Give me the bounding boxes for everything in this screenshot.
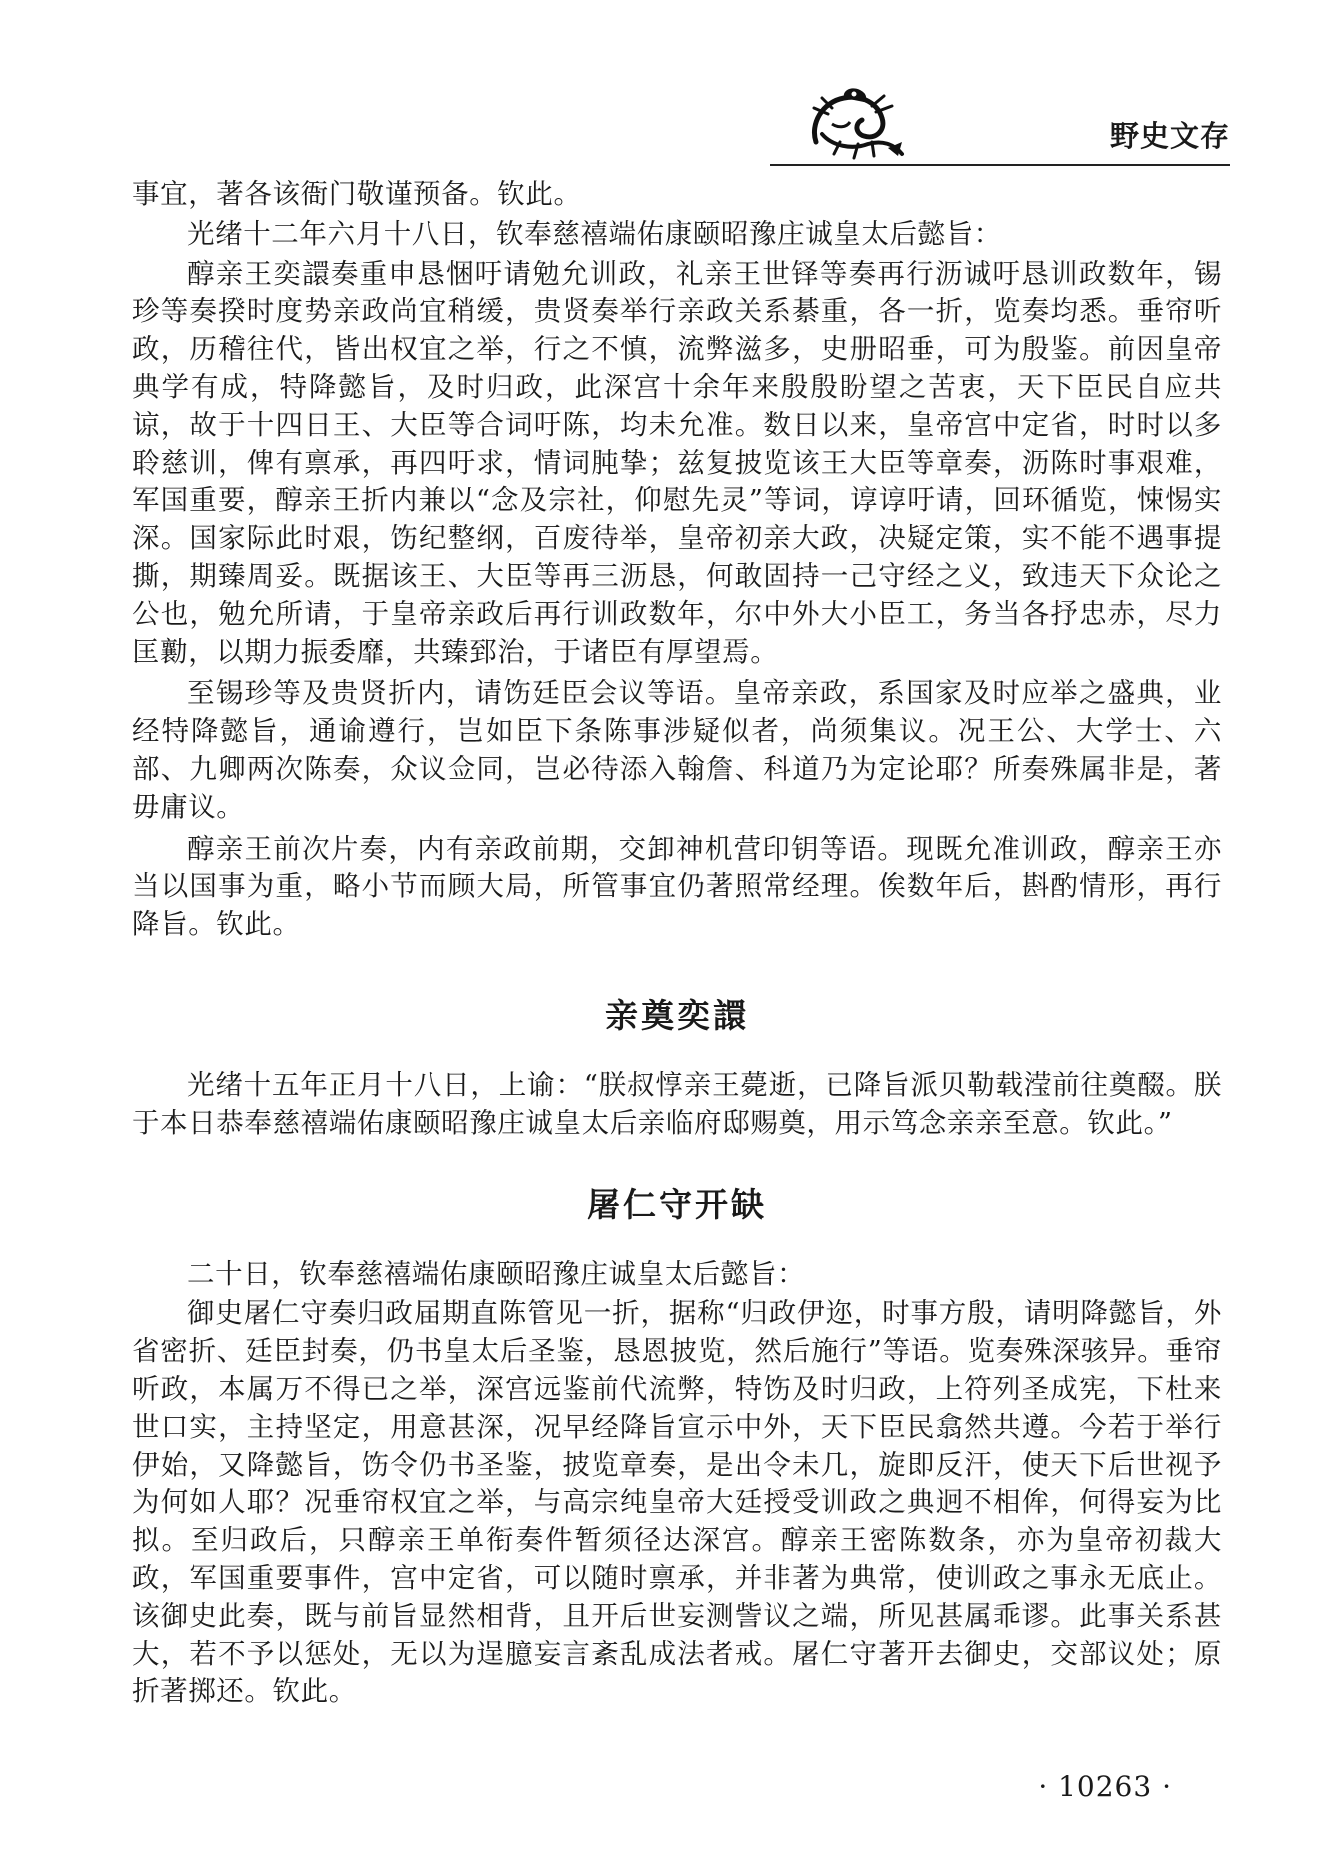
edict-paragraph: 醇亲王奕譞奏重申恳悃吁请勉允训政，礼亲王世铎等奏再行沥诚吁恳训政数年，锡珍等奏揆时度势亲政尚宜稍缓，贵贤奏举行亲政关系綦重，各一折，览奏均悉。垂帘听政，历稽往代，皆出权宜之举，行之不慎，流弊滋多，史册昭垂，可为殷鉴。前因皇帝典学有成，特降懿旨，及时归政，此深宫十余年来殷殷盼望之苦衷，天下臣民自应共谅，故于十四日王、大臣等合词吁陈，均未允准。数日以来，皇帝宫中定省，时时以多聆慈训，俾有禀承，再四吁求，情词肫挚；兹复披览该王大臣等章奏，沥陈时事艰难，军国重要，醇亲王折内兼以“念及宗社，仰慰先灵”等词，谆谆吁请，回环循览，悚惕实深。国家际此时艰，饬纪整纲，百废待举，皇帝初亲大政，决疑定策，实不能不遇事提撕，期臻周妥。既据该王、大臣等再三沥恳，何敢固持一己守经之义，致违天下众论之公也，勉允所请，于皇帝亲政后再行训政数年，尔中外大小臣工，务当各抒忠赤，尽力匡勷，以期力振委靡，共臻郅治，于诸臣有厚望焉。: [132, 257, 1222, 668]
edict-paragraph: 至锡珍等及贵贤折内，请饬廷臣会议等语。皇帝亲政，系国家及时应举之盛典，业经特降懿旨，通谕遵行，岂如臣下条陈事涉疑似者，尚须集议。况王公、大学士、六部、九卿两次陈奏，众议佥同，岂必待添入翰詹、科道乃为定论耶？所奏殊属非是，著毋庸议。: [132, 677, 1222, 823]
edict-intro: 光绪十二年六月十八日，钦奉慈禧端佑康颐昭豫庄诚皇太后懿旨：: [187, 217, 1002, 250]
section-title: 亲奠奕譞: [605, 995, 749, 1035]
section-paragraph: 二十日，钦奉慈禧端佑康颐昭豫庄诚皇太后懿旨：: [187, 1257, 806, 1290]
section-paragraph: 御史屠仁守奏归政届期直陈管见一折，据称“归政伊迩，时事方殷，请明降懿旨，外省密折、廷臣封奏，仍书皇太后圣鉴，恳恩披览，然后施行”等语。览奏殊深骇异。垂帘听政，本属万不得已之举，深宫远鉴前代流弊，特饬及时归政，上符列圣成宪，下杜来世口实，主持坚定，用意甚深，况早经降旨宣示中外，天下臣民翕然共遵。今若于举行伊始，又降懿旨，饬令仍书圣鉴，披览章奏，是出令未几，旋即反汗，使天下后世视予为何如人耶？况垂帘权宜之举，与高宗纯皇帝大廷授受训政之典迥不相侔，何得妄为比拟。至归政后，只醇亲王单衔奏件暂须径达深宫。醇亲王密陈数条，亦为皇帝初裁大政，军国重要事件，宫中定省，可以随时禀承，并非著为典常，使训政之事永无底止。该御史此奏，既与前旨显然相背，且开后世妄测訾议之端，所见甚属乖谬。此事关系甚大，若不予以惩处，无以为逞臆妄言紊乱成法者戒。屠仁守著开去御史，交部议处；原折著掷还。钦此。: [132, 1297, 1222, 1708]
page-body: [132, 172, 1222, 1711]
edict-paragraph: 醇亲王前次片奏，内有亲政前期，交卸神机营印钥等语。现既允准训政，醇亲王亦当以国事为重，略小节而顾大局，所管事宜仍著照常经理。俟数年后，斟酌情形，再行降旨。钦此。: [132, 832, 1222, 941]
continuation-paragraph: 事宜，著各该衙门敬谨预备。钦此。: [132, 178, 582, 210]
running-header: [760, 84, 1230, 166]
section-title: 屠仁守开缺: [587, 1184, 767, 1224]
series-title: 野史文存: [1109, 119, 1230, 153]
section-paragraph: 光绪十五年正月十八日，上谕：“朕叔惇亲王薨逝，已降旨派贝勒载滢前往奠醊。朕于本日恭奉慈禧端佑康颐昭豫庄诚皇太后亲临府邸赐奠，用示笃念亲亲至意。钦此。”: [132, 1068, 1222, 1139]
dragon-emblem-icon: [802, 84, 912, 166]
page-number: · 10263 ·: [1038, 1770, 1172, 1803]
header-rule: [770, 164, 1230, 166]
